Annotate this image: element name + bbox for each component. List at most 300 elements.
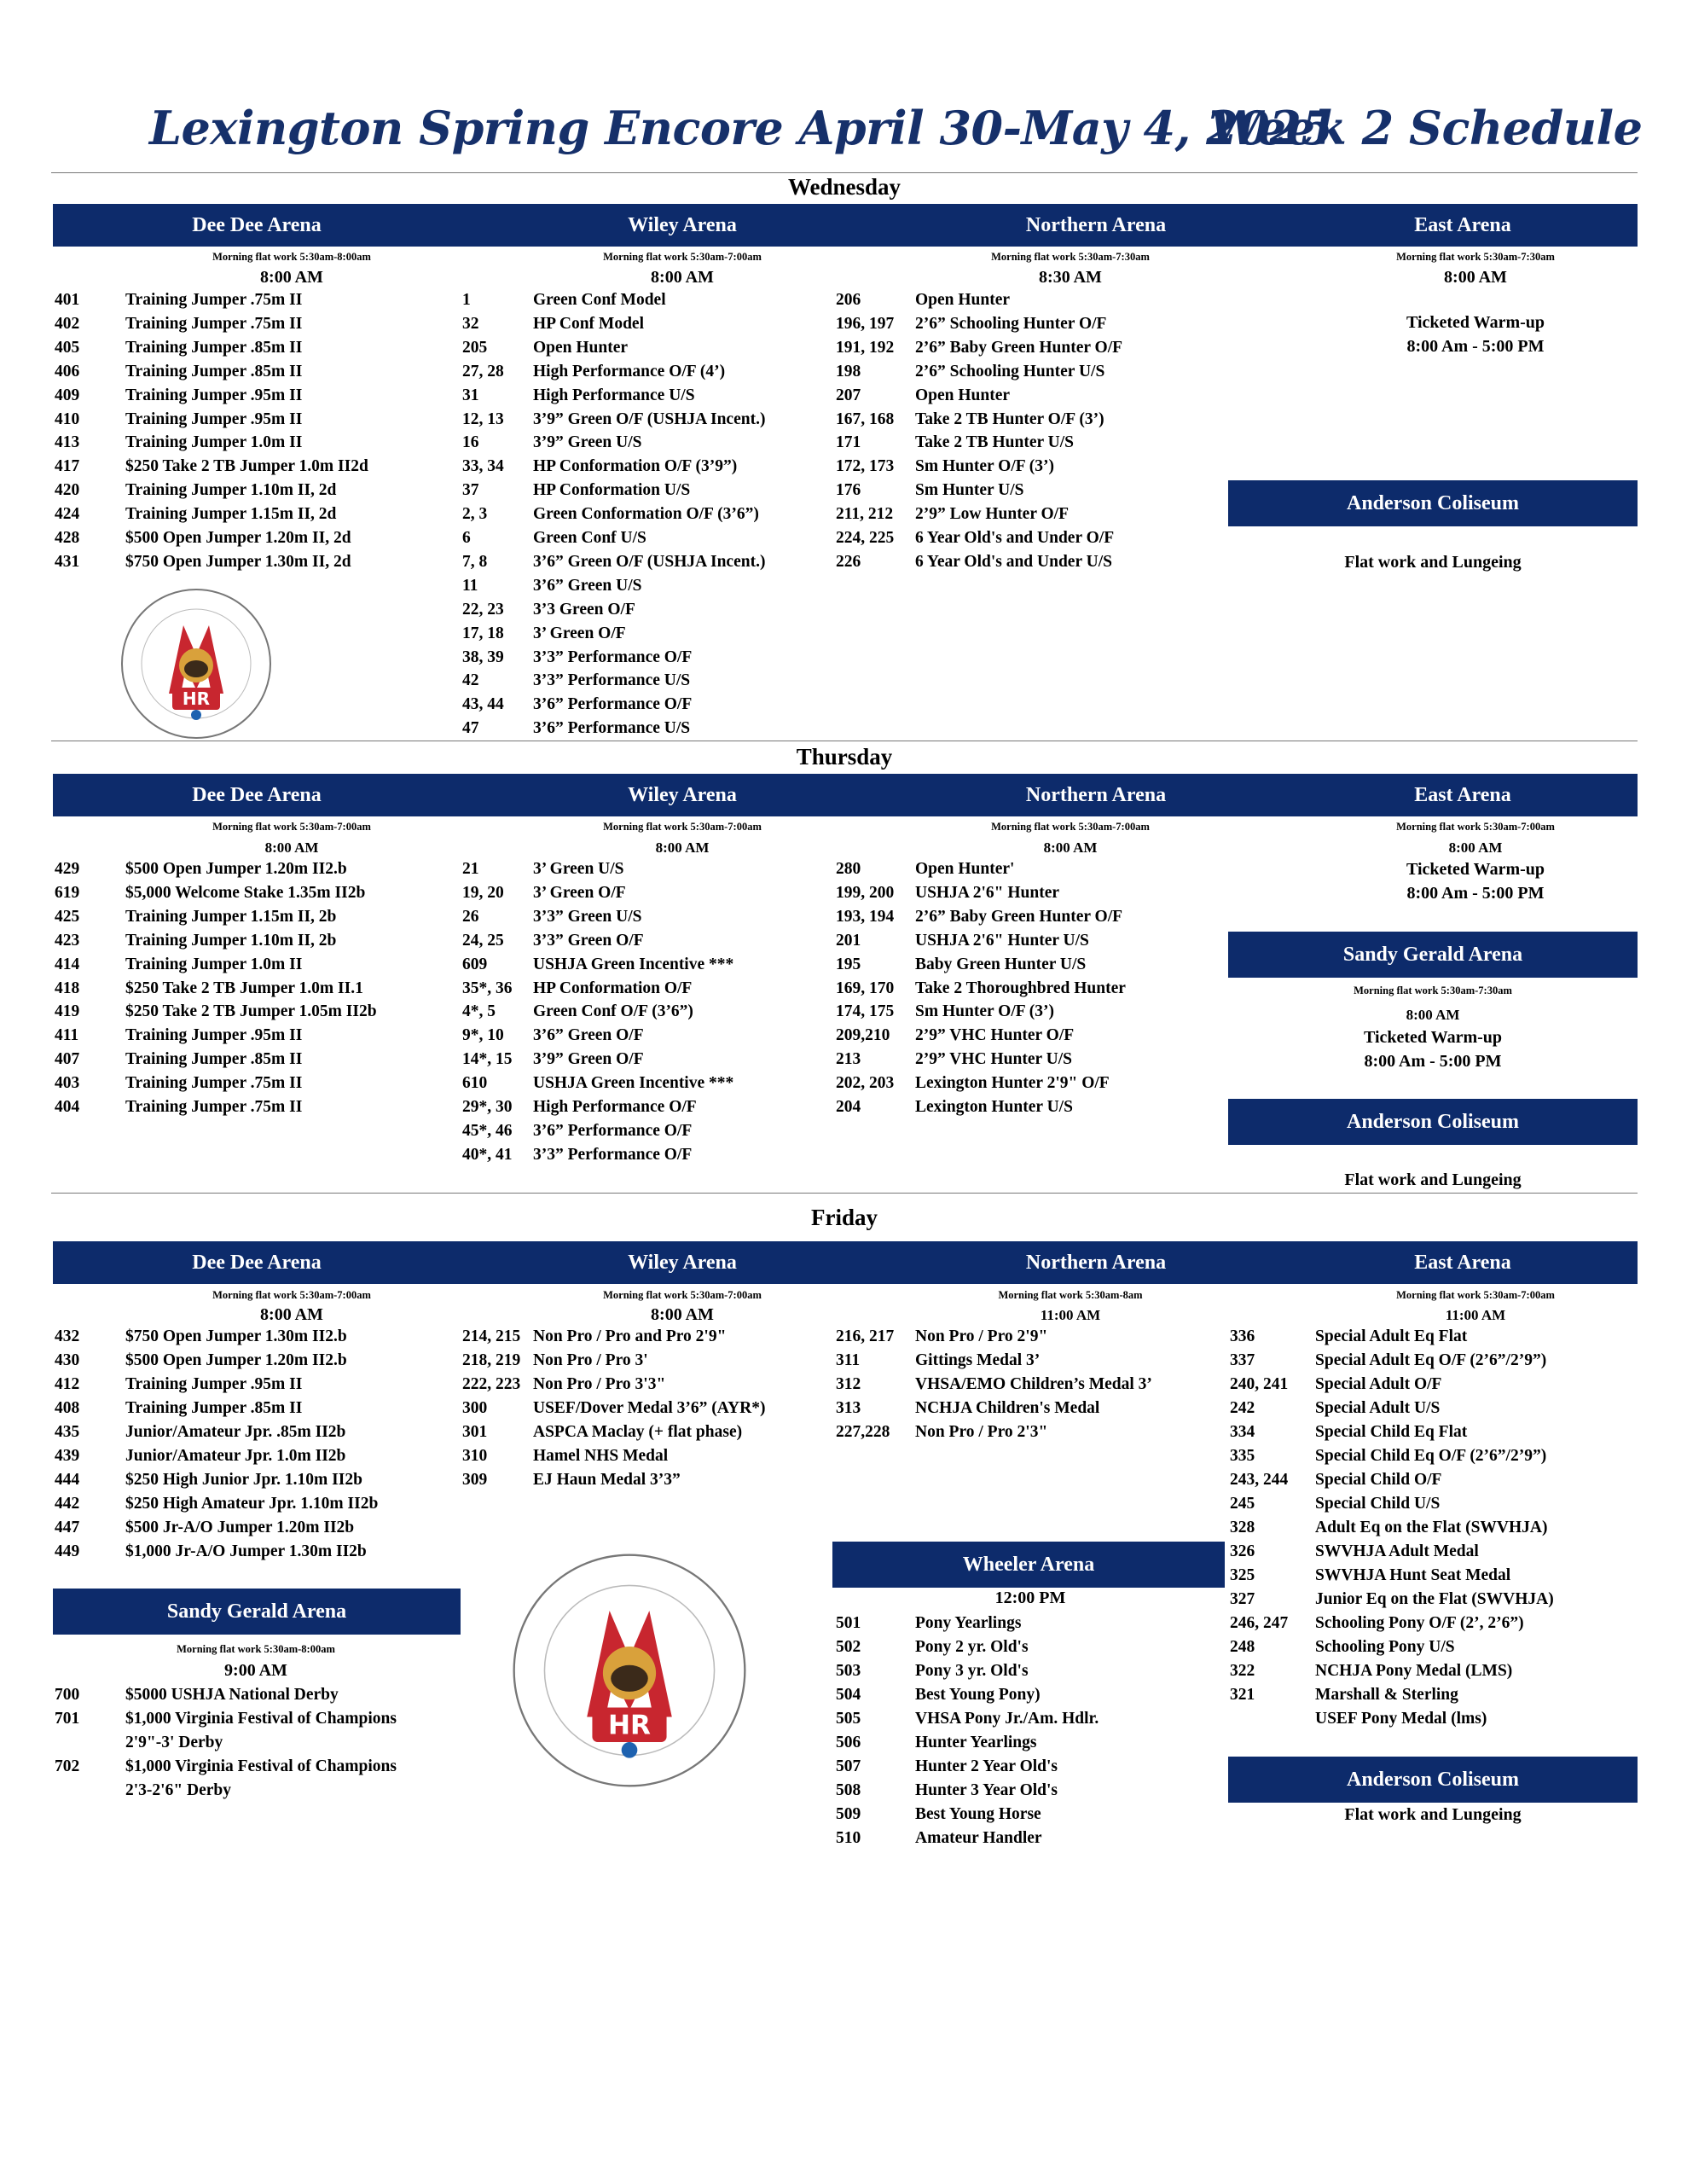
- arena-header-sandy-gerald: Sandy Gerald Arena: [53, 1589, 461, 1635]
- class-number: 610: [462, 1074, 488, 1093]
- class-name: Training Jumper .75m II: [125, 1098, 303, 1116]
- class-name: $5000 USHJA National Derby: [125, 1686, 339, 1704]
- class-number: 301: [462, 1423, 488, 1441]
- start-time: 8:30 AM: [1039, 268, 1102, 287]
- class-name: $250 Take 2 TB Jumper 1.0m II2d: [125, 457, 368, 476]
- class-number: 509: [836, 1805, 861, 1823]
- class-number: 309: [462, 1471, 488, 1489]
- class-number: 435: [55, 1423, 80, 1441]
- class-number: 410: [55, 410, 80, 428]
- class-name: Gittings Medal 3’: [915, 1351, 1041, 1369]
- class-name: Special Child U/S: [1315, 1495, 1441, 1513]
- flat-work-note: Morning flat work 5:30am-8:00am: [212, 251, 371, 263]
- class-name: Marshall & Sterling: [1315, 1686, 1458, 1704]
- start-time: 8:00 AM: [1043, 839, 1098, 856]
- class-number: 409: [55, 386, 80, 404]
- class-name: EJ Haun Medal 3’3”: [533, 1471, 681, 1489]
- class-number: 19, 20: [462, 883, 504, 902]
- class-name: USEF/Dover Medal 3’6” (AYR*): [533, 1399, 766, 1417]
- class-number: 213: [836, 1050, 861, 1069]
- day-heading-wednesday: Wednesday: [787, 174, 901, 200]
- warmup-label: Ticketed Warm-up: [1363, 1028, 1503, 1047]
- flat-work-note: Morning flat work 5:30am-7:00am: [603, 821, 762, 833]
- class-number: 240, 241: [1230, 1375, 1289, 1393]
- class-name: 3’3” Performance U/S: [533, 671, 691, 690]
- class-number: 227,228: [836, 1423, 890, 1441]
- class-name: Lexington Hunter U/S: [915, 1098, 1073, 1116]
- class-name: $500 Open Jumper 1.20m II2.b: [125, 1351, 347, 1369]
- class-name: Take 2 TB Hunter U/S: [915, 433, 1075, 452]
- class-name: High Performance O/F (4’): [533, 362, 726, 380]
- divider: [51, 172, 1638, 173]
- flat-work-note: Morning flat work 5:30am-7:00am: [212, 1289, 371, 1301]
- class-name: Special Child Eq Flat: [1315, 1423, 1468, 1441]
- class-name: Pony 2 yr. Old's: [915, 1638, 1029, 1656]
- flat-work-note: Morning flat work 5:30am-7:00am: [991, 821, 1150, 833]
- class-number: 26: [462, 907, 479, 926]
- start-time: 11:00 AM: [1040, 1307, 1101, 1323]
- class-number: 47: [462, 719, 479, 738]
- class-number: 609: [462, 955, 488, 973]
- class-number: 337: [1230, 1351, 1255, 1369]
- class-name: HP Conf Model: [533, 314, 644, 333]
- class-name: Training Jumper .95m II: [125, 410, 303, 428]
- class-number: 424: [55, 505, 80, 524]
- class-number: 198: [836, 362, 861, 380]
- class-number: 504: [836, 1686, 861, 1704]
- class-number: 417: [55, 457, 80, 476]
- arena-header-east: East Arena: [1288, 1241, 1638, 1284]
- class-name: $250 Take 2 TB Jumper 1.05m II2b: [125, 1002, 377, 1021]
- class-name: Pony 3 yr. Old's: [915, 1662, 1029, 1680]
- class-number: 300: [462, 1399, 488, 1417]
- class-number: 431: [55, 552, 80, 571]
- class-number: 408: [55, 1399, 80, 1417]
- class-number: 172, 173: [836, 457, 895, 476]
- class-number: 419: [55, 1002, 80, 1021]
- class-name: Green Conf Model: [533, 291, 666, 309]
- class-number: 11: [462, 576, 478, 595]
- class-name: Baby Green Hunter U/S: [915, 955, 1087, 973]
- class-name: Open Hunter: [915, 291, 1011, 309]
- start-time: 8:00 AM: [260, 1305, 323, 1324]
- class-name: Open Hunter: [915, 386, 1011, 404]
- class-number: 310: [462, 1447, 488, 1465]
- flat-work-note: Morning flat work 5:30am-7:30am: [991, 251, 1150, 263]
- flat-work-note: Morning flat work 5:30am-7:00am: [603, 1289, 762, 1301]
- class-name: SWVHJA Adult Medal: [1315, 1542, 1479, 1560]
- class-number: 176: [836, 481, 861, 500]
- arena-header-dee-dee: Dee Dee Arena: [53, 774, 461, 816]
- start-time: 8:00 AM: [655, 839, 710, 856]
- class-name: Take 2 Thoroughbred Hunter: [915, 979, 1126, 997]
- class-number: 336: [1230, 1327, 1255, 1345]
- class-number: 326: [1230, 1542, 1255, 1560]
- anderson-text: Flat work and Lungeing: [1344, 1805, 1522, 1824]
- class-number: 444: [55, 1471, 80, 1489]
- class-name: High Performance U/S: [533, 386, 695, 404]
- class-name: Lexington Hunter 2'9" O/F: [915, 1074, 1110, 1093]
- class-number: 407: [55, 1050, 80, 1069]
- class-name: Non Pro / Pro 3'3": [533, 1375, 666, 1393]
- class-name: 3’6” Performance U/S: [533, 719, 691, 738]
- class-number: 327: [1230, 1590, 1255, 1608]
- class-name-continued: 2'3-2'6" Derby: [125, 1781, 232, 1799]
- class-number: 425: [55, 907, 80, 926]
- class-name: 3’3” Green O/F: [533, 931, 644, 950]
- class-number: 503: [836, 1662, 861, 1680]
- arena-header-sandy-gerald: Sandy Gerald Arena: [1228, 932, 1638, 978]
- class-number: 246, 247: [1230, 1614, 1289, 1632]
- class-number: 171: [836, 433, 861, 452]
- class-number: 21: [462, 860, 479, 878]
- class-number: 245: [1230, 1495, 1255, 1513]
- class-name: $250 Take 2 TB Jumper 1.0m II.1: [125, 979, 363, 997]
- class-name: Training Jumper 1.0m II: [125, 955, 303, 973]
- start-time: 11:00 AM: [1445, 1307, 1506, 1323]
- day-heading-friday: Friday: [811, 1205, 878, 1230]
- class-name: SWVHJA Hunt Seat Medal: [1315, 1566, 1511, 1584]
- svg-text:HR: HR: [182, 688, 211, 709]
- class-number: 222, 223: [462, 1375, 521, 1393]
- class-number: 14*, 15: [462, 1050, 513, 1069]
- class-name: $1,000 Jr-A/O Jumper 1.30m II2b: [125, 1542, 367, 1560]
- class-number: 447: [55, 1519, 80, 1536]
- class-number: 432: [55, 1327, 80, 1345]
- class-number: 7, 8: [462, 552, 488, 571]
- arena-header-wiley: Wiley Arena: [461, 1241, 904, 1284]
- class-number: 27, 28: [462, 362, 504, 380]
- arena-header-northern: Northern Arena: [904, 1241, 1288, 1284]
- class-number: 1: [462, 291, 471, 309]
- class-name: 3’ Green U/S: [533, 860, 624, 878]
- class-name: 2’9” VHC Hunter O/F: [915, 1026, 1075, 1045]
- class-number: 205: [462, 338, 488, 357]
- class-name: Training Jumper .85m II: [125, 1399, 303, 1417]
- arena-header-anderson: Anderson Coliseum: [1228, 480, 1638, 526]
- flat-work-note: Morning flat work 5:30am-7:00am: [212, 821, 371, 833]
- arena-header-anderson: Anderson Coliseum: [1228, 1757, 1638, 1803]
- class-name: High Performance O/F: [533, 1098, 697, 1116]
- class-number: 412: [55, 1375, 80, 1393]
- class-number: 248: [1230, 1638, 1255, 1656]
- anderson-text: Flat work and Lungeing: [1344, 1170, 1522, 1189]
- flat-work-note: Morning flat work 5:30am-7:30am: [1354, 985, 1512, 996]
- class-number: 429: [55, 860, 80, 878]
- class-name-continued: 2'9"-3' Derby: [125, 1734, 223, 1751]
- class-name: Training Jumper 1.15m II, 2b: [125, 907, 337, 926]
- class-number: 505: [836, 1710, 861, 1728]
- whrr-ushja-logo: [510, 1551, 749, 1790]
- class-number: 42: [462, 671, 479, 690]
- class-number: 45*, 46: [462, 1121, 513, 1140]
- class-number: 502: [836, 1638, 861, 1656]
- class-name: Training Jumper .75m II: [125, 314, 303, 333]
- warmup-hours: 8:00 Am - 5:00 PM: [1364, 1052, 1502, 1071]
- flat-work-note: Morning flat work 5:30am-7:30am: [1396, 251, 1555, 263]
- class-name: Training Jumper .85m II: [125, 338, 303, 357]
- class-name: Sm Hunter U/S: [915, 481, 1024, 500]
- class-name: Non Pro / Pro 2'3": [915, 1423, 1048, 1441]
- class-name: 3’9” Green O/F: [533, 1050, 644, 1069]
- class-number: 312: [836, 1375, 861, 1393]
- class-name: $500 Jr-A/O Jumper 1.20m II2b: [125, 1519, 355, 1536]
- class-number: 702: [55, 1757, 80, 1775]
- class-name: Junior/Amateur Jpr. .85m II2b: [125, 1423, 346, 1441]
- start-time: 8:00 AM: [264, 839, 319, 856]
- class-number: 214, 215: [462, 1327, 521, 1345]
- class-number: 206: [836, 291, 861, 309]
- class-name: Training Jumper .75m II: [125, 291, 303, 309]
- class-number: 37: [462, 481, 479, 500]
- class-name: Training Jumper .95m II: [125, 1375, 303, 1393]
- class-name: USHJA 2'6" Hunter: [915, 883, 1060, 902]
- class-name: Training Jumper 1.15m II, 2d: [125, 505, 337, 524]
- class-name: $500 Open Jumper 1.20m II2.b: [125, 860, 347, 878]
- class-number: 439: [55, 1447, 80, 1465]
- class-name: 2’9” VHC Hunter U/S: [915, 1050, 1073, 1069]
- class-number: 32: [462, 314, 479, 333]
- class-name: Pony Yearlings: [915, 1614, 1022, 1632]
- class-name: $250 High Junior Jpr. 1.10m II2b: [125, 1471, 362, 1489]
- class-number: 402: [55, 314, 80, 333]
- class-number: 701: [55, 1710, 80, 1728]
- class-number: 216, 217: [836, 1327, 895, 1345]
- page-subtitle: Week 2 Schedule: [1209, 101, 1643, 155]
- flat-work-note: Morning flat work 5:30am-7:00am: [603, 251, 762, 263]
- warmup-hours: 8:00 Am - 5:00 PM: [1406, 337, 1545, 356]
- class-name: $1,000 Virginia Festival of Champions: [125, 1757, 397, 1775]
- page-title: Lexington Spring Encore April 30-May 4, 2025: [149, 101, 1333, 155]
- class-number: 29*, 30: [462, 1098, 513, 1116]
- arena-header-east: East Arena: [1288, 774, 1638, 816]
- arena-header-east: East Arena: [1288, 204, 1638, 247]
- class-name: Non Pro / Pro 2'9": [915, 1327, 1048, 1345]
- class-number: 2, 3: [462, 505, 488, 524]
- class-name: Hunter Yearlings: [915, 1734, 1037, 1751]
- class-name: Hunter 3 Year Old's: [915, 1781, 1058, 1799]
- class-number: 322: [1230, 1662, 1255, 1680]
- start-time: 8:00 AM: [260, 268, 323, 287]
- class-name: Open Hunter': [915, 860, 1015, 878]
- arena-header-dee-dee: Dee Dee Arena: [53, 204, 461, 247]
- warmup-label: Ticketed Warm-up: [1406, 313, 1545, 332]
- class-number: 506: [836, 1734, 861, 1751]
- class-number: 280: [836, 860, 861, 878]
- start-time: 8:00 AM: [651, 1305, 714, 1324]
- class-number: 33, 34: [462, 457, 504, 476]
- class-name: 3’3” Performance O/F: [533, 1145, 693, 1164]
- flat-work-note: Morning flat work 5:30am-7:00am: [1396, 821, 1555, 833]
- arena-header-dee-dee: Dee Dee Arena: [53, 1241, 461, 1284]
- class-number: 428: [55, 529, 80, 547]
- class-number: 201: [836, 931, 861, 950]
- arena-header-wheeler: Wheeler Arena: [832, 1542, 1225, 1588]
- class-number: 619: [55, 883, 80, 902]
- class-number: 401: [55, 291, 80, 309]
- class-number: 6: [462, 529, 471, 547]
- class-number: 328: [1230, 1519, 1255, 1536]
- class-number: 404: [55, 1098, 80, 1116]
- class-name: HP Conformation O/F (3’9”): [533, 457, 738, 476]
- class-name: Sm Hunter O/F (3’): [915, 457, 1055, 476]
- class-name: Amateur Handler: [915, 1829, 1042, 1847]
- class-name: 3’ Green O/F: [533, 883, 626, 902]
- start-time: 8:00 AM: [1406, 1007, 1460, 1023]
- class-number: 311: [836, 1351, 861, 1369]
- class-name: NCHJA Children's Medal: [915, 1399, 1100, 1417]
- class-number: 508: [836, 1781, 861, 1799]
- class-name: Training Jumper .85m II: [125, 362, 303, 380]
- day-heading-thursday: Thursday: [796, 744, 893, 770]
- class-name: 2’6” Schooling Hunter U/S: [915, 362, 1105, 380]
- class-name: Training Jumper .95m II: [125, 386, 303, 404]
- class-number: 501: [836, 1614, 861, 1632]
- class-name: Take 2 TB Hunter O/F (3’): [915, 410, 1104, 428]
- class-number: 218, 219: [462, 1351, 521, 1369]
- class-number: 16: [462, 433, 479, 452]
- class-number: 202, 203: [836, 1074, 895, 1093]
- class-number: 204: [836, 1098, 861, 1116]
- flat-work-note: Morning flat work 5:30am-8am: [998, 1289, 1143, 1301]
- class-number: 700: [55, 1686, 80, 1704]
- class-number: 313: [836, 1399, 861, 1417]
- class-name: Best Young Horse: [915, 1805, 1041, 1823]
- class-number: 17, 18: [462, 624, 504, 642]
- class-number: 169, 170: [836, 979, 895, 997]
- start-time: 12:00 PM: [994, 1589, 1066, 1607]
- class-name: Training Jumper 1.0m II: [125, 433, 303, 452]
- class-name: 3’3 Green O/F: [533, 600, 635, 619]
- class-name: Non Pro / Pro 3': [533, 1351, 648, 1369]
- class-number: 22, 23: [462, 600, 504, 619]
- class-name: Green Conf U/S: [533, 529, 646, 547]
- class-name: Non Pro / Pro and Pro 2'9": [533, 1327, 727, 1345]
- class-name: Junior Eq on the Flat (SWVHJA): [1315, 1590, 1554, 1608]
- class-number: 442: [55, 1495, 80, 1513]
- class-name: 2’6” Baby Green Hunter O/F: [915, 338, 1123, 357]
- class-name: NCHJA Pony Medal (LMS): [1315, 1662, 1513, 1680]
- class-name: 2’6” Schooling Hunter O/F: [915, 314, 1107, 333]
- class-name: USHJA Green Incentive ***: [533, 955, 734, 973]
- class-number: 418: [55, 979, 80, 997]
- class-number: 449: [55, 1542, 80, 1560]
- class-name: USEF Pony Medal (lms): [1315, 1710, 1487, 1728]
- class-number: 191, 192: [836, 338, 895, 357]
- class-name: USHJA 2'6" Hunter U/S: [915, 931, 1089, 950]
- class-number: 224, 225: [836, 529, 895, 547]
- class-name: Green Conf O/F (3’6”): [533, 1002, 693, 1021]
- class-name: Schooling Pony O/F (2’, 2’6”): [1315, 1614, 1524, 1632]
- class-number: 507: [836, 1757, 861, 1775]
- class-name: USHJA Green Incentive ***: [533, 1074, 734, 1093]
- class-number: 325: [1230, 1566, 1255, 1584]
- class-name: 3’6” Performance O/F: [533, 1121, 693, 1140]
- class-name: 6 Year Old's and Under O/F: [915, 529, 1115, 547]
- class-name: Best Young Pony): [915, 1686, 1041, 1704]
- class-name: Special Adult Eq Flat: [1315, 1327, 1468, 1345]
- class-number: 24, 25: [462, 931, 504, 950]
- class-name: $250 High Amateur Jpr. 1.10m II2b: [125, 1495, 379, 1513]
- class-name: Special Adult O/F: [1315, 1375, 1442, 1393]
- class-number: 38, 39: [462, 648, 504, 666]
- class-name: 2’6” Baby Green Hunter O/F: [915, 907, 1123, 926]
- arena-header-wiley: Wiley Arena: [461, 204, 904, 247]
- class-number: 510: [836, 1829, 861, 1847]
- class-name: Special Child Eq O/F (2’6”/2’9”): [1315, 1447, 1547, 1465]
- class-name: 3’9” Green O/F (USHJA Incent.): [533, 410, 766, 428]
- warmup-label: Ticketed Warm-up: [1406, 860, 1545, 879]
- class-number: 195: [836, 955, 861, 973]
- class-number: 335: [1230, 1447, 1255, 1465]
- class-number: 211, 212: [836, 505, 894, 524]
- class-number: 420: [55, 481, 80, 500]
- class-name: 3’9” Green U/S: [533, 433, 642, 452]
- class-name: 3’6” Green O/F: [533, 1026, 644, 1045]
- start-time: 9:00 AM: [224, 1661, 287, 1680]
- start-time: 8:00 AM: [1444, 268, 1507, 287]
- class-name: 3’6” Green U/S: [533, 576, 642, 595]
- class-name: Hamel NHS Medal: [533, 1447, 669, 1465]
- class-name: Training Jumper .95m II: [125, 1026, 303, 1045]
- class-name: Junior/Amateur Jpr. 1.0m II2b: [125, 1447, 346, 1465]
- class-name: ASPCA Maclay (+ flat phase): [533, 1423, 743, 1441]
- class-name: Schooling Pony U/S: [1315, 1638, 1455, 1656]
- class-name: VHSA Pony Jr./Am. Hdlr.: [915, 1710, 1099, 1728]
- class-number: 405: [55, 338, 80, 357]
- class-number: 406: [55, 362, 80, 380]
- class-number: 430: [55, 1351, 80, 1369]
- class-name: 6 Year Old's and Under U/S: [915, 552, 1112, 571]
- class-name: $5,000 Welcome Stake 1.35m II2b: [125, 883, 366, 902]
- anderson-text: Flat work and Lungeing: [1344, 553, 1522, 572]
- class-number: 167, 168: [836, 410, 895, 428]
- class-name: $750 Open Jumper 1.30m II2.b: [125, 1327, 347, 1345]
- class-name: Adult Eq on the Flat (SWVHJA): [1315, 1519, 1548, 1536]
- arena-header-wiley: Wiley Arena: [461, 774, 904, 816]
- class-number: 9*, 10: [462, 1026, 504, 1045]
- class-name: Training Jumper .85m II: [125, 1050, 303, 1069]
- class-name: 3’3” Performance O/F: [533, 648, 693, 666]
- class-number: 193, 194: [836, 907, 895, 926]
- class-number: 334: [1230, 1423, 1255, 1441]
- class-name: Special Adult Eq O/F (2’6”/2’9”): [1315, 1351, 1547, 1369]
- class-name: 3’6” Performance O/F: [533, 695, 693, 714]
- class-number: 199, 200: [836, 883, 895, 902]
- arena-header-northern: Northern Arena: [904, 204, 1288, 247]
- class-name: 2’9” Low Hunter O/F: [915, 505, 1070, 524]
- class-number: 207: [836, 386, 861, 404]
- warmup-hours: 8:00 Am - 5:00 PM: [1406, 884, 1545, 903]
- start-time: 8:00 AM: [1448, 839, 1503, 856]
- class-number: 413: [55, 433, 80, 452]
- class-number: 209,210: [836, 1026, 890, 1045]
- arena-header-northern: Northern Arena: [904, 774, 1288, 816]
- class-name: $750 Open Jumper 1.30m II, 2d: [125, 552, 351, 571]
- class-name: HP Conformation O/F: [533, 979, 693, 997]
- class-name: Training Jumper .75m II: [125, 1074, 303, 1093]
- class-name: Green Conformation O/F (3’6”): [533, 505, 759, 524]
- class-name: Special Adult U/S: [1315, 1399, 1441, 1417]
- class-name: 3’6” Green O/F (USHJA Incent.): [533, 552, 766, 571]
- arena-header-anderson: Anderson Coliseum: [1228, 1099, 1638, 1145]
- class-name: $1,000 Virginia Festival of Champions: [125, 1710, 397, 1728]
- class-number: 411: [55, 1026, 79, 1045]
- class-name: $500 Open Jumper 1.20m II, 2d: [125, 529, 351, 547]
- class-name: Hunter 2 Year Old's: [915, 1757, 1058, 1775]
- class-number: 321: [1230, 1686, 1255, 1704]
- flat-work-note: Morning flat work 5:30am-7:00am: [1396, 1289, 1555, 1301]
